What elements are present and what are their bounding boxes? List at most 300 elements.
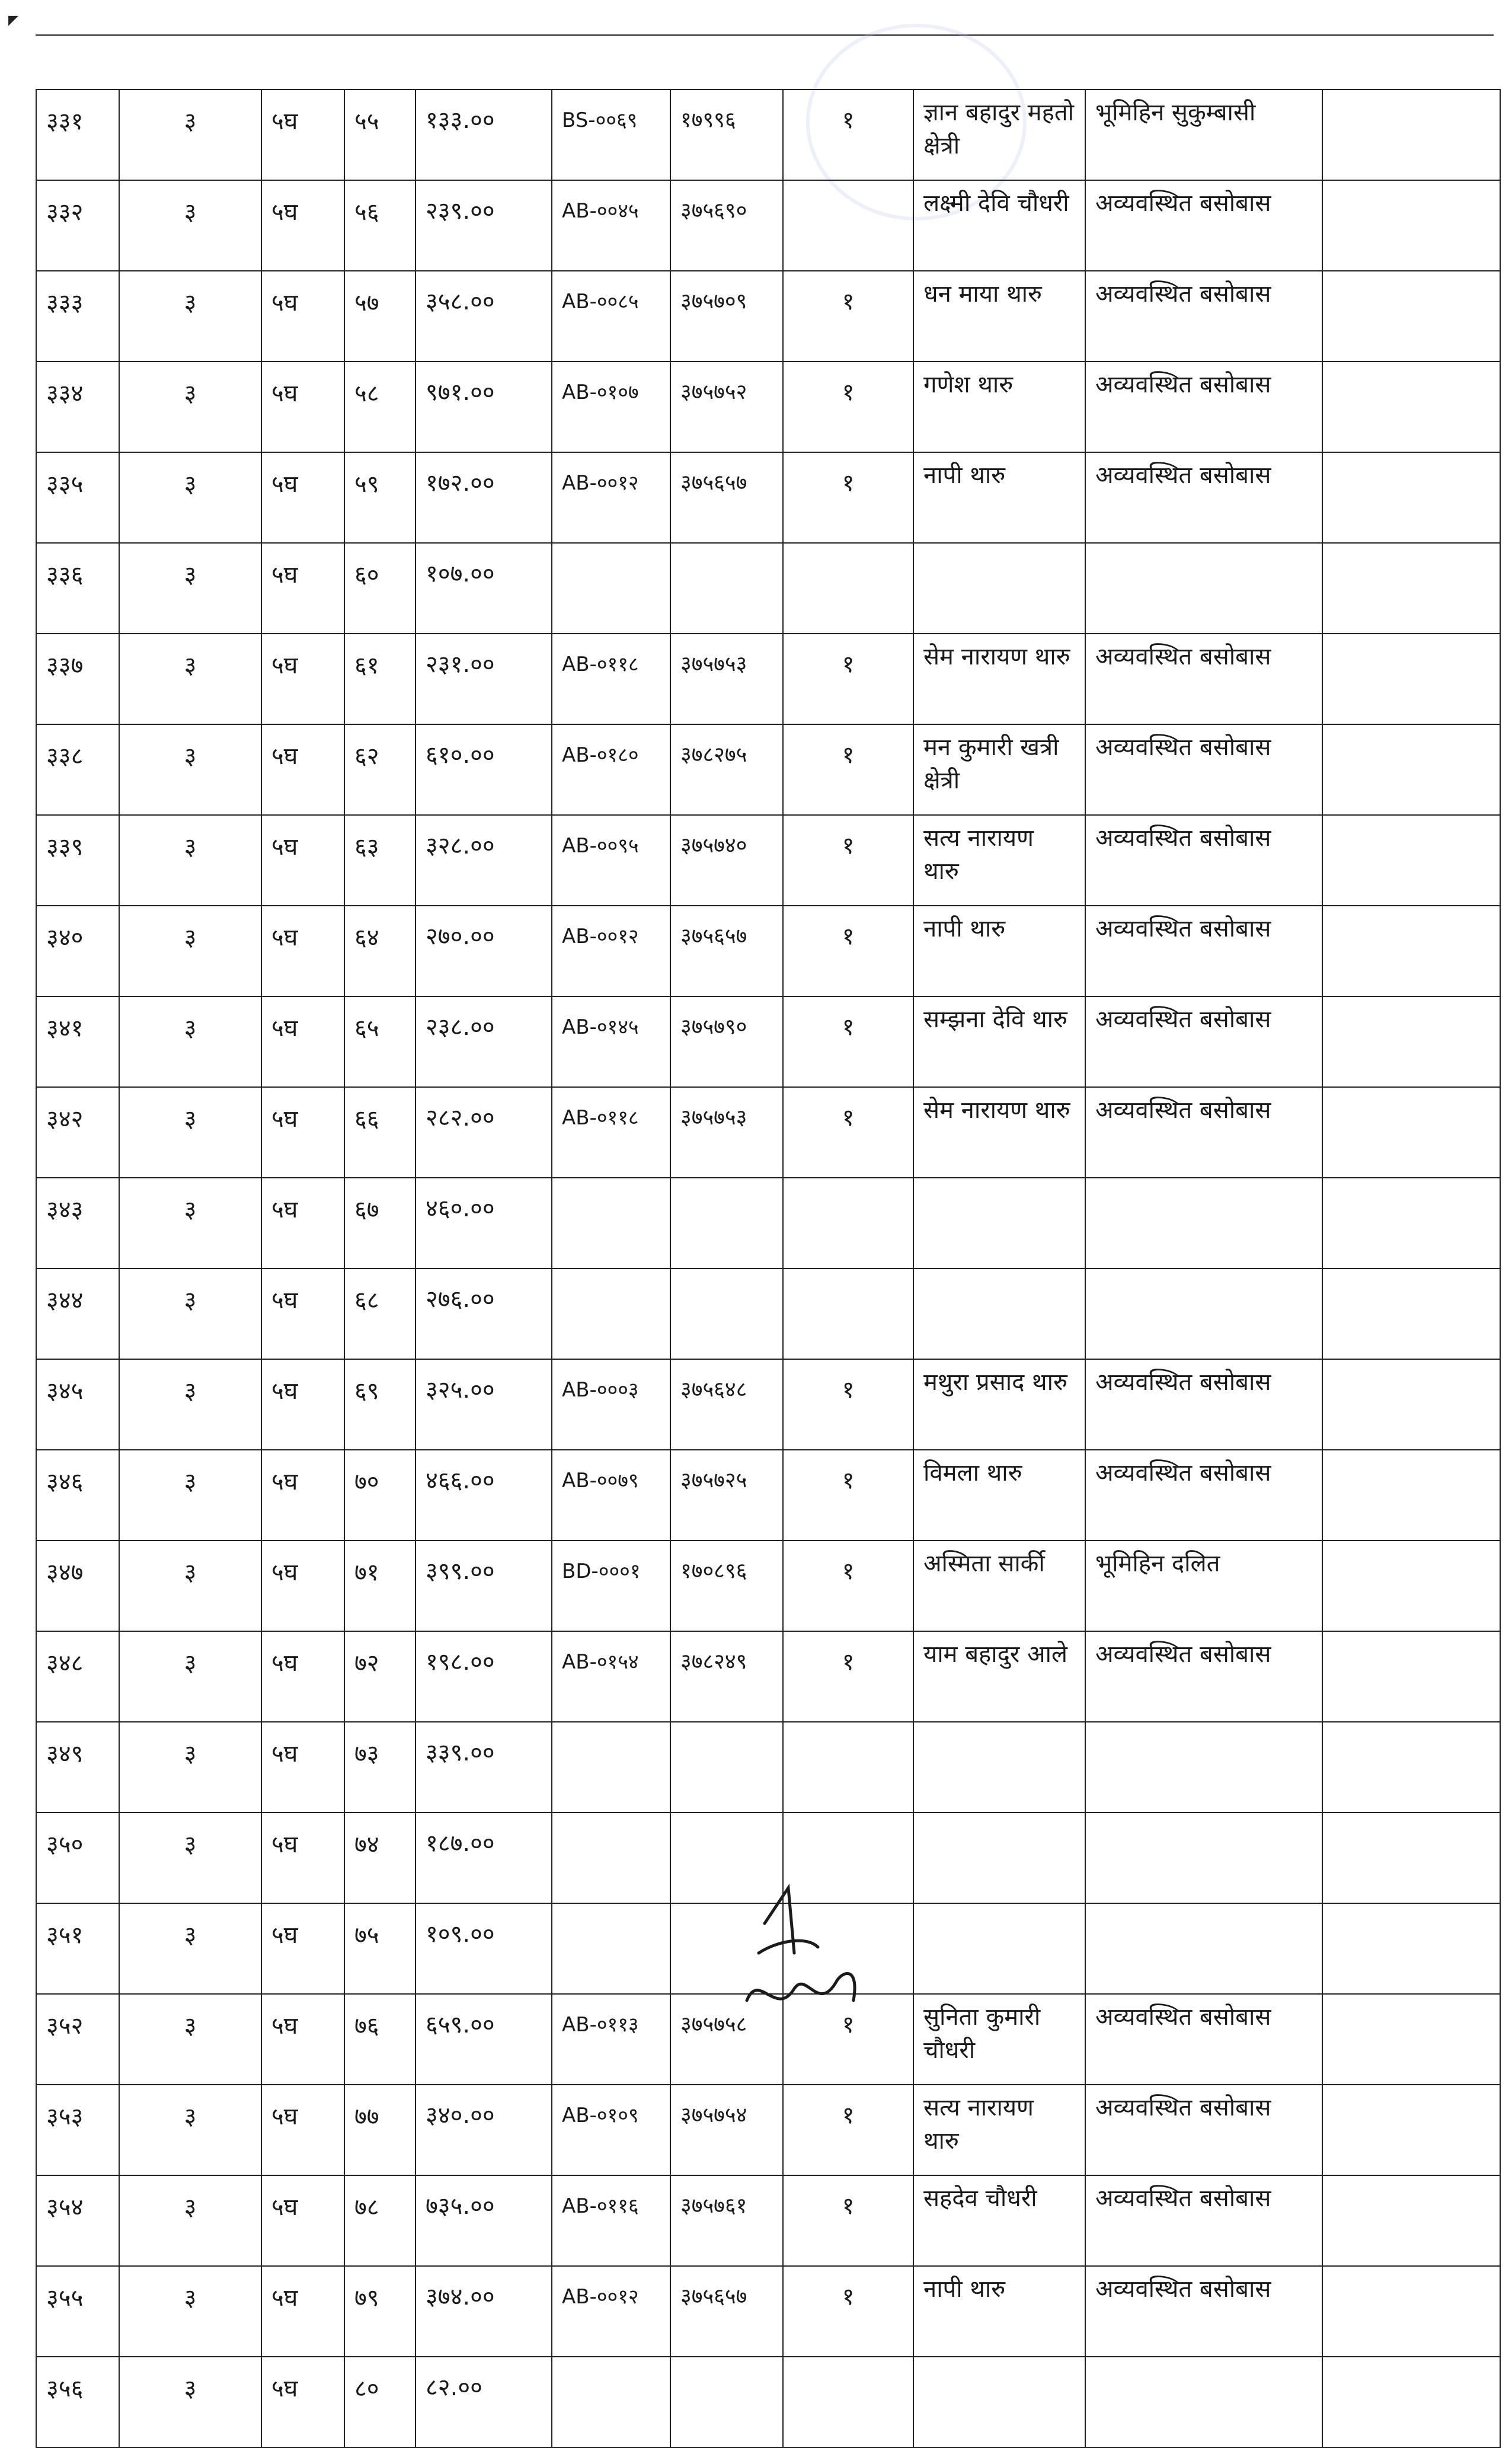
top-rule (36, 34, 1494, 36)
blank-cell (1322, 271, 1500, 362)
ward-cell: ३ (119, 2175, 261, 2266)
area-cell: ३५८.०० (415, 271, 552, 362)
table-row (36, 2357, 1500, 2447)
area-cell: ६१०.०० (415, 724, 552, 815)
table-row (36, 543, 1500, 634)
citizenship-cell: ३७५६५७ (670, 2266, 783, 2357)
area-cell: १९८.०० (415, 1631, 552, 1722)
table-row (36, 271, 1500, 362)
blank-cell (1322, 2175, 1500, 2266)
parcel-cell: ७४ (344, 1813, 415, 1903)
area-cell: १३३.०० (415, 90, 552, 180)
serial-number-cell: ३४७ (36, 1541, 119, 1631)
category-cell: अव्यवस्थित बसोबास (1085, 180, 1322, 271)
area-cell: ३९९.०० (415, 1541, 552, 1631)
ward-cell: ३ (119, 906, 261, 996)
citizenship-cell (670, 1268, 783, 1359)
blank-cell (1322, 362, 1500, 452)
ward-cell: ३ (119, 2357, 261, 2447)
owner-name-cell: याम बहादुर आले (913, 1631, 1085, 1722)
count-cell: १ (783, 271, 913, 362)
area-cell: २३८.०० (415, 996, 552, 1087)
parcel-cell: ७२ (344, 1631, 415, 1722)
ward-cell: ३ (119, 1903, 261, 1994)
serial-number-cell: ३५० (36, 1813, 119, 1903)
blank-cell (1322, 1087, 1500, 1178)
area-cell: ८२.०० (415, 2357, 552, 2447)
count-cell: १ (783, 452, 913, 543)
corner-mark: ◤ (8, 13, 18, 28)
blank-cell (1322, 1359, 1500, 1450)
serial-number-cell: ३३१ (36, 90, 119, 180)
record-id-cell (552, 1178, 670, 1268)
ward-cell: ३ (119, 271, 261, 362)
sheet-cell: ५घ (261, 996, 344, 1087)
category-cell: अव्यवस्थित बसोबास (1085, 2085, 1322, 2175)
record-id-cell: AB-०००३ (552, 1359, 670, 1450)
blank-cell (1322, 1178, 1500, 1268)
category-cell: भूमिहिन दलित (1085, 1541, 1322, 1631)
table-row (36, 1450, 1500, 1541)
citizenship-cell: ३७५६५७ (670, 906, 783, 996)
owner-name-cell: गणेश थारु (913, 362, 1085, 452)
table-row (36, 1178, 1500, 1268)
area-cell: ३७४.०० (415, 2266, 552, 2357)
parcel-cell: ६९ (344, 1359, 415, 1450)
parcel-cell: ७५ (344, 1903, 415, 1994)
ward-cell: ३ (119, 1450, 261, 1541)
owner-name-cell: लक्ष्मी देवि चौधरी (913, 180, 1085, 271)
category-cell (1085, 1903, 1322, 1994)
category-cell: अव्यवस्थित बसोबास (1085, 634, 1322, 724)
ward-cell: ३ (119, 1359, 261, 1450)
citizenship-cell (670, 1178, 783, 1268)
record-id-cell: AB-०१८० (552, 724, 670, 815)
citizenship-cell: ३७५७५४ (670, 2085, 783, 2175)
count-cell: १ (783, 90, 913, 180)
table-row (36, 634, 1500, 724)
category-cell: अव्यवस्थित बसोबास (1085, 815, 1322, 906)
parcel-cell: ६७ (344, 1178, 415, 1268)
serial-number-cell: ३३५ (36, 452, 119, 543)
owner-name-cell: सत्य नारायण थारु (913, 815, 1085, 906)
count-cell: १ (783, 1541, 913, 1631)
parcel-cell: ७१ (344, 1541, 415, 1631)
category-cell: अव्यवस्थित बसोबास (1085, 452, 1322, 543)
record-id-cell: AB-०१५४ (552, 1631, 670, 1722)
parcel-cell: ६१ (344, 634, 415, 724)
owner-name-cell: मन कुमारी खत्री क्षेत्री (913, 724, 1085, 815)
sheet-cell: ५घ (261, 1359, 344, 1450)
ward-cell: ३ (119, 996, 261, 1087)
category-cell: अव्यवस्थित बसोबास (1085, 1994, 1322, 2085)
category-cell: अव्यवस्थित बसोबास (1085, 996, 1322, 1087)
parcel-cell: ८० (344, 2357, 415, 2447)
owner-name-cell: अस्मिता सार्की (913, 1541, 1085, 1631)
category-cell (1085, 1813, 1322, 1903)
serial-number-cell: ३५६ (36, 2357, 119, 2447)
parcel-cell: ६० (344, 543, 415, 634)
serial-number-cell: ३४४ (36, 1268, 119, 1359)
owner-name-cell (913, 1268, 1085, 1359)
count-cell: १ (783, 362, 913, 452)
ward-cell: ३ (119, 362, 261, 452)
area-cell: ३४०.०० (415, 2085, 552, 2175)
table-row (36, 1722, 1500, 1813)
record-id-cell: AB-००४५ (552, 180, 670, 271)
count-cell (783, 1268, 913, 1359)
category-cell (1085, 1178, 1322, 1268)
citizenship-cell (670, 1722, 783, 1813)
record-id-cell (552, 1268, 670, 1359)
sheet-cell: ५घ (261, 1631, 344, 1722)
citizenship-cell (670, 543, 783, 634)
blank-cell (1322, 180, 1500, 271)
area-cell: ७३५.०० (415, 2175, 552, 2266)
area-cell: ९७१.०० (415, 362, 552, 452)
citizenship-cell: ३७५७५३ (670, 634, 783, 724)
owner-name-cell: मथुरा प्रसाद थारु (913, 1359, 1085, 1450)
citizenship-cell: ३७५७५३ (670, 1087, 783, 1178)
count-cell (783, 1178, 913, 1268)
sheet-cell: ५घ (261, 2085, 344, 2175)
category-cell (1085, 543, 1322, 634)
area-cell: २३९.०० (415, 180, 552, 271)
table-row (36, 2085, 1500, 2175)
sheet-cell: ५घ (261, 543, 344, 634)
parcel-cell: ६४ (344, 906, 415, 996)
table-row (36, 1541, 1500, 1631)
record-id-cell (552, 1722, 670, 1813)
count-cell: १ (783, 1631, 913, 1722)
sheet-cell: ५घ (261, 2357, 344, 2447)
sheet-cell: ५घ (261, 1813, 344, 1903)
citizenship-cell: ३७५६९० (670, 180, 783, 271)
sheet-cell: ५घ (261, 634, 344, 724)
owner-name-cell: सहदेव चौधरी (913, 2175, 1085, 2266)
serial-number-cell: ३४५ (36, 1359, 119, 1450)
parcel-cell: ५७ (344, 271, 415, 362)
serial-number-cell: ३३२ (36, 180, 119, 271)
category-cell (1085, 1722, 1322, 1813)
sheet-cell: ५घ (261, 180, 344, 271)
record-id-cell (552, 1903, 670, 1994)
citizenship-cell: ३७५७४० (670, 815, 783, 906)
record-id-cell (552, 1813, 670, 1903)
owner-name-cell: सत्य नारायण थारु (913, 2085, 1085, 2175)
area-cell: १८७.०० (415, 1813, 552, 1903)
count-cell: १ (783, 815, 913, 906)
record-id-cell: BD-०००१ (552, 1541, 670, 1631)
category-cell (1085, 2357, 1322, 2447)
sheet-cell: ५घ (261, 1450, 344, 1541)
serial-number-cell: ३३८ (36, 724, 119, 815)
parcel-cell: ५५ (344, 90, 415, 180)
sheet-cell: ५घ (261, 1722, 344, 1813)
land-register-table (36, 89, 1501, 2448)
area-cell: २८२.०० (415, 1087, 552, 1178)
owner-name-cell: सम्झना देवि थारु (913, 996, 1085, 1087)
blank-cell (1322, 634, 1500, 724)
count-cell: १ (783, 724, 913, 815)
owner-name-cell: धन माया थारु (913, 271, 1085, 362)
serial-number-cell: ३५५ (36, 2266, 119, 2357)
citizenship-cell: ३७५६४८ (670, 1359, 783, 1450)
table-row (36, 1631, 1500, 1722)
table-row (36, 362, 1500, 452)
parcel-cell: ७३ (344, 1722, 415, 1813)
table-row (36, 2175, 1500, 2266)
count-cell (783, 2357, 913, 2447)
blank-cell (1322, 1450, 1500, 1541)
area-cell: ३२८.०० (415, 815, 552, 906)
ward-cell: ३ (119, 180, 261, 271)
ward-cell: ३ (119, 724, 261, 815)
record-id-cell: AB-०१०७ (552, 362, 670, 452)
blank-cell (1322, 996, 1500, 1087)
citizenship-cell: ३७५७०९ (670, 271, 783, 362)
citizenship-cell: ३७५७२५ (670, 1450, 783, 1541)
parcel-cell: ६५ (344, 996, 415, 1087)
owner-name-cell (913, 1178, 1085, 1268)
owner-name-cell: नापी थारु (913, 2266, 1085, 2357)
citizenship-cell: ३७५७५८ (670, 1994, 783, 2085)
citizenship-cell: ३७५६५७ (670, 452, 783, 543)
count-cell (783, 543, 913, 634)
category-cell: अव्यवस्थित बसोबास (1085, 362, 1322, 452)
count-cell (783, 1722, 913, 1813)
serial-number-cell: ३५३ (36, 2085, 119, 2175)
sheet-cell: ५घ (261, 2175, 344, 2266)
ward-cell: ३ (119, 1813, 261, 1903)
blank-cell (1322, 1903, 1500, 1994)
count-cell: १ (783, 1994, 913, 2085)
area-cell: ४६६.०० (415, 1450, 552, 1541)
owner-name-cell (913, 1813, 1085, 1903)
sheet-cell: ५घ (261, 1178, 344, 1268)
ward-cell: ३ (119, 2266, 261, 2357)
count-cell: १ (783, 634, 913, 724)
area-cell: २३१.०० (415, 634, 552, 724)
parcel-cell: ५९ (344, 452, 415, 543)
count-cell: १ (783, 1359, 913, 1450)
parcel-cell: ५६ (344, 180, 415, 271)
ward-cell: ३ (119, 1268, 261, 1359)
blank-cell (1322, 543, 1500, 634)
category-cell: अव्यवस्थित बसोबास (1085, 906, 1322, 996)
sheet-cell: ५घ (261, 452, 344, 543)
parcel-cell: ७८ (344, 2175, 415, 2266)
area-cell: ३२५.०० (415, 1359, 552, 1450)
serial-number-cell: ३५४ (36, 2175, 119, 2266)
parcel-cell: ६३ (344, 815, 415, 906)
count-cell: १ (783, 2266, 913, 2357)
table-row (36, 180, 1500, 271)
parcel-cell: ७६ (344, 1994, 415, 2085)
record-id-cell: AB-००१२ (552, 452, 670, 543)
signature (723, 1882, 877, 2036)
serial-number-cell: ३५२ (36, 1994, 119, 2085)
parcel-cell: ५८ (344, 362, 415, 452)
count-cell: १ (783, 1087, 913, 1178)
table-row (36, 1087, 1500, 1178)
parcel-cell: ६६ (344, 1087, 415, 1178)
record-id-cell: AB-०११८ (552, 1087, 670, 1178)
area-cell: ६५९.०० (415, 1994, 552, 2085)
citizenship-cell: ३७८२७५ (670, 724, 783, 815)
serial-number-cell: ३४९ (36, 1722, 119, 1813)
category-cell: अव्यवस्थित बसोबास (1085, 1631, 1322, 1722)
ward-cell: ३ (119, 815, 261, 906)
table-row (36, 906, 1500, 996)
citizenship-cell: ३७५७५२ (670, 362, 783, 452)
record-id-cell: AB-०११८ (552, 634, 670, 724)
category-cell (1085, 1268, 1322, 1359)
serial-number-cell: ३४० (36, 906, 119, 996)
serial-number-cell: ३३७ (36, 634, 119, 724)
serial-number-cell: ३४६ (36, 1450, 119, 1541)
serial-number-cell: ३४२ (36, 1087, 119, 1178)
citizenship-cell: ३७८२४९ (670, 1631, 783, 1722)
sheet-cell: ५घ (261, 1268, 344, 1359)
blank-cell (1322, 1631, 1500, 1722)
ward-cell: ३ (119, 543, 261, 634)
owner-name-cell (913, 543, 1085, 634)
category-cell: अव्यवस्थित बसोबास (1085, 1359, 1322, 1450)
owner-name-cell: सेम नारायण थारु (913, 1087, 1085, 1178)
count-cell: १ (783, 2175, 913, 2266)
serial-number-cell: ३४१ (36, 996, 119, 1087)
parcel-cell: ७७ (344, 2085, 415, 2175)
blank-cell (1322, 724, 1500, 815)
area-cell: १७२.०० (415, 452, 552, 543)
record-id-cell: AB-००८५ (552, 271, 670, 362)
table-row (36, 724, 1500, 815)
record-id-cell: AB-०१४५ (552, 996, 670, 1087)
table-row (36, 1359, 1500, 1450)
sheet-cell: ५घ (261, 1541, 344, 1631)
ward-cell: ३ (119, 1994, 261, 2085)
owner-name-cell: नापी थारु (913, 452, 1085, 543)
ward-cell: ३ (119, 2085, 261, 2175)
blank-cell (1322, 2266, 1500, 2357)
record-id-cell (552, 543, 670, 634)
record-id-cell: AB-००१२ (552, 2266, 670, 2357)
sheet-cell: ५घ (261, 362, 344, 452)
table-row (36, 90, 1500, 180)
category-cell: अव्यवस्थित बसोबास (1085, 724, 1322, 815)
blank-cell (1322, 815, 1500, 906)
table-row (36, 815, 1500, 906)
record-id-cell: AB-०११३ (552, 1994, 670, 2085)
sheet-cell: ५घ (261, 2266, 344, 2357)
owner-name-cell: सुनिता कुमारी चौधरी (913, 1994, 1085, 2085)
owner-name-cell: ज्ञान बहादुर महतो क्षेत्री (913, 90, 1085, 180)
area-cell: २७०.०० (415, 906, 552, 996)
sheet-cell: ५घ (261, 1903, 344, 1994)
citizenship-cell: ३७५७६१ (670, 2175, 783, 2266)
sheet-cell: ५घ (261, 1087, 344, 1178)
category-cell: अव्यवस्थित बसोबास (1085, 1087, 1322, 1178)
ward-cell: ३ (119, 1541, 261, 1631)
count-cell: १ (783, 2085, 913, 2175)
record-id-cell: AB-००१२ (552, 906, 670, 996)
blank-cell (1322, 452, 1500, 543)
record-id-cell: AB-००९५ (552, 815, 670, 906)
owner-name-cell: नापी थारु (913, 906, 1085, 996)
parcel-cell: ६२ (344, 724, 415, 815)
category-cell: अव्यवस्थित बसोबास (1085, 271, 1322, 362)
table-row (36, 452, 1500, 543)
serial-number-cell: ३४३ (36, 1178, 119, 1268)
sheet-cell: ५घ (261, 1994, 344, 2085)
serial-number-cell: ३३९ (36, 815, 119, 906)
category-cell: भूमिहिन सुकुम्बासी (1085, 90, 1322, 180)
category-cell: अव्यवस्थित बसोबास (1085, 2266, 1322, 2357)
area-cell: २७६.०० (415, 1268, 552, 1359)
ward-cell: ३ (119, 452, 261, 543)
table-row (36, 996, 1500, 1087)
count-cell (783, 180, 913, 271)
blank-cell (1322, 906, 1500, 996)
blank-cell (1322, 1268, 1500, 1359)
sheet-cell: ५घ (261, 90, 344, 180)
area-cell: १०९.०० (415, 1903, 552, 1994)
ward-cell: ३ (119, 634, 261, 724)
sheet-cell: ५घ (261, 724, 344, 815)
ward-cell: ३ (119, 1722, 261, 1813)
serial-number-cell: ३३३ (36, 271, 119, 362)
sheet-cell: ५घ (261, 271, 344, 362)
ward-cell: ३ (119, 1631, 261, 1722)
record-id-cell (552, 2357, 670, 2447)
count-cell: १ (783, 996, 913, 1087)
record-id-cell: BS-००६९ (552, 90, 670, 180)
serial-number-cell: ३४८ (36, 1631, 119, 1722)
owner-name-cell (913, 1903, 1085, 1994)
blank-cell (1322, 2357, 1500, 2447)
record-id-cell: AB-००७९ (552, 1450, 670, 1541)
record-id-cell: AB-०१०९ (552, 2085, 670, 2175)
owner-name-cell: सेम नारायण थारु (913, 634, 1085, 724)
table-row (36, 1268, 1500, 1359)
citizenship-cell: १७९९६ (670, 90, 783, 180)
owner-name-cell: विमला थारु (913, 1450, 1085, 1541)
serial-number-cell: ३३४ (36, 362, 119, 452)
citizenship-cell: ३७५७९० (670, 996, 783, 1087)
blank-cell (1322, 1722, 1500, 1813)
serial-number-cell: ३३६ (36, 543, 119, 634)
parcel-cell: ७९ (344, 2266, 415, 2357)
ward-cell: ३ (119, 1178, 261, 1268)
area-cell: ३३९.०० (415, 1722, 552, 1813)
blank-cell (1322, 1994, 1500, 2085)
owner-name-cell (913, 2357, 1085, 2447)
record-id-cell: AB-०११६ (552, 2175, 670, 2266)
ward-cell: ३ (119, 90, 261, 180)
area-cell: १०७.०० (415, 543, 552, 634)
blank-cell (1322, 90, 1500, 180)
blank-cell (1322, 1813, 1500, 1903)
category-cell: अव्यवस्थित बसोबास (1085, 2175, 1322, 2266)
blank-cell (1322, 1541, 1500, 1631)
table-body (36, 90, 1500, 2447)
count-cell: १ (783, 906, 913, 996)
sheet-cell: ५घ (261, 815, 344, 906)
blank-cell (1322, 2085, 1500, 2175)
category-cell: अव्यवस्थित बसोबास (1085, 1450, 1322, 1541)
parcel-cell: ६८ (344, 1268, 415, 1359)
